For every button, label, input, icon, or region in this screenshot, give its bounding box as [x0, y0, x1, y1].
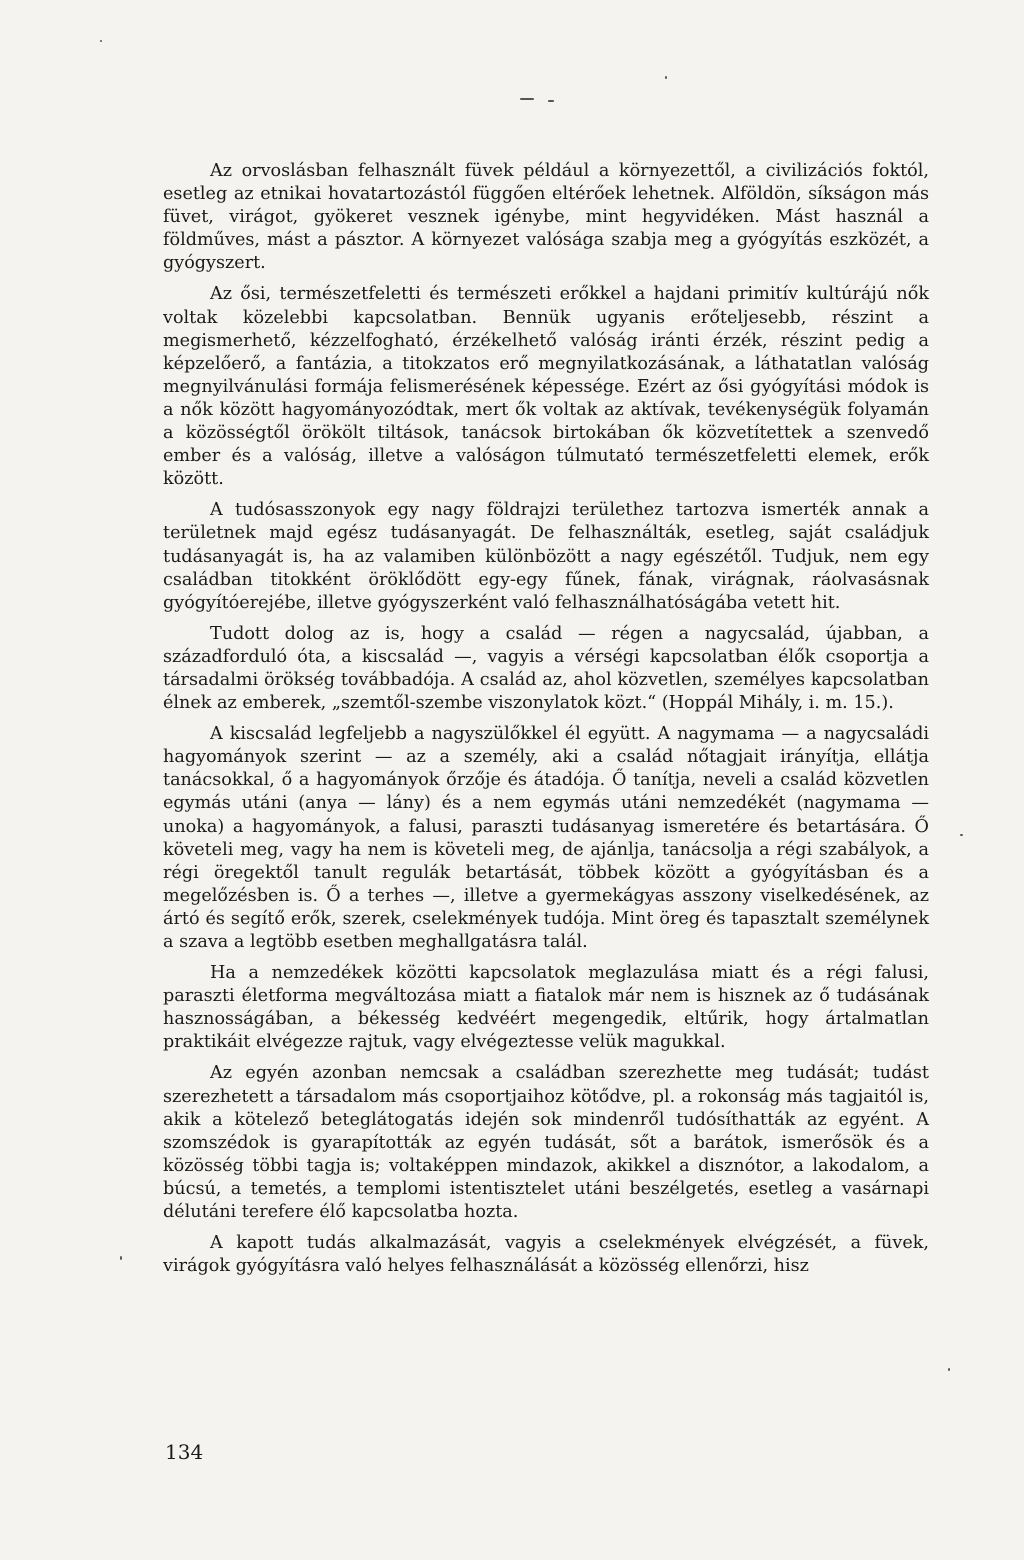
body-text: [163, 160, 929, 1278]
scan-speck: [120, 1256, 122, 1260]
paragraph: A kapott tudás alkalmazását, vagyis a cselekmények elvégzését, a füvek, virágok gyógyításra való helyes felhasználását a közösség ellenőrzi, hisz: [163, 1233, 929, 1277]
paragraph: A tudósasszonyok egy nagy földrajzi területhez tartozva ismerték annak a területnek majd egész tudásanyagát. De felhasználták, esetleg, saját családjuk tudásanyagát is, ha az valamiben különbözött a nagy egészétől. Tudjuk, nem egy családban titokként öröklődött egy-egy fűnek, fának, virágnak, ráolvasásnak gyógyítóerejébe, illetve gyógyszerként való felhasználhatóságába vetett hit.: [163, 500, 929, 613]
paragraph: Az egyén azonban nemcsak a családban szerezhette meg tudását; tudást szerezhetett a társadalom más csoportjaihoz kötődve, pl. a rokonság más tagjaitól is, akik a kötelező beteglátogatás idején sok mindenről tudósíthatták az egyént. A szomszédok is gyarapították az egyén tudását, sőt a barátok, ismerősök és a közösség többi tagja is; voltaképpen mindazok, akikkel a disznótor, a lakodalom, a búcsú, a temetés, a templomi istentisztelet utáni beszélgetés, esetleg a vasárnapi délutáni terefere élő kapcsolatba hozta.: [163, 1063, 929, 1223]
paragraph: Az ősi, természetfeletti és természeti erőkkel a hajdani primitív kultúrájú nők voltak közelebbi kapcsolatban. Bennük ugyanis erőteljesebb, részint a megismerhető, kézzelfogható, érzékelhető valóság iránti érzék, részint pedig a képzelőerő, a fantázia, a titokzatos erő megnyilatkozásának, a láthatatlan valóság megnyilvánulási formája felismerésének képessége. Ezért az ősi gyógyítási módok is a nők között hagyományozódtak, mert ők voltak az aktívak, tevékenységük folyamán a közösségtől örökölt tiltások, tanácsok birtokában ők közvetítettek a szenvedő ember és a valóság, illetve a valóságon túlmutató természetfeletti elemek, erők között.: [163, 284, 929, 490]
scan-speck: [548, 100, 554, 102]
paragraph: Az orvoslásban felhasznált füvek például a környezettől, a civilizációs foktól, esetleg az etnikai hovatartozástól függően eltérőek lehetnek. Alföldön, síkságon más füvet, virágot, gyökeret vesznek igénybe, mint hegyvidéken. Mást használ a földműves, mást a pásztor. A környezet valósága szabja meg a gyógyítás eszközét, a gyógyszert.: [163, 161, 929, 274]
paragraph: Ha a nemzedékek közötti kapcsolatok meglazulása miatt és a régi falusi, paraszti életforma megváltozása miatt a fiatalok már nem is hisznek az ő tudásának hasznosságában, a békesség kedvéért megengedik, eltűrik, hogy ártalmatlan praktikáit elvégezze rajtuk, vagy elvégeztesse velük magukkal.: [163, 963, 929, 1053]
scan-speck: [520, 98, 534, 100]
scan-speck: [665, 76, 667, 79]
scan-speck: [948, 1368, 950, 1371]
page-number: 134: [165, 1440, 204, 1464]
paragraph: Tudott dolog az is, hogy a család — régen a nagycsalád, újabban, a századforduló óta, a kiscsalád —, vagyis a vérségi kapcsolatban élők csoportja a társadalmi örökség továbbadója. A család az, ahol közvetlen, személyes kapcsolatban élnek az emberek, „szemtől-szembe viszonylatok közt.“ (Hoppál Mihály, i. m. 15.).: [163, 623, 929, 714]
paragraph: A kiscsalád legfeljebb a nagyszülőkkel él együtt. A nagymama — a nagycsaládi hagyományok szerint — az a személy, aki a család nőtagjait irányítja, ellátja tanácsokkal, ő a hagyományok őrzője és átadója. Ő tanítja, neveli a család közvetlen egymás utáni (anya — lány) és a nem egymás utáni nemzedékét (nagymama — unoka) a hagyományok, a falusi, paraszti tudásanyag ismeretére és betartására. Ő követeli meg, vagy ha nem is követeli meg, de ajánlja, tanácsolja a régi szabályok, a régi öregektől tanult regulák betartását, többek között a gyógyításban és a megelőzésben is. Ő a terhes —, illetve a gyermekágyas asszony viselkedésének, az ártó és segítő erők, szerek, cselekmények tudója. Mint öreg és tapasztalt személynek a szava a legtöbb esetben meghallgatásra talál.: [163, 724, 929, 952]
scan-speck: [100, 40, 102, 42]
scan-speck: [960, 834, 963, 836]
